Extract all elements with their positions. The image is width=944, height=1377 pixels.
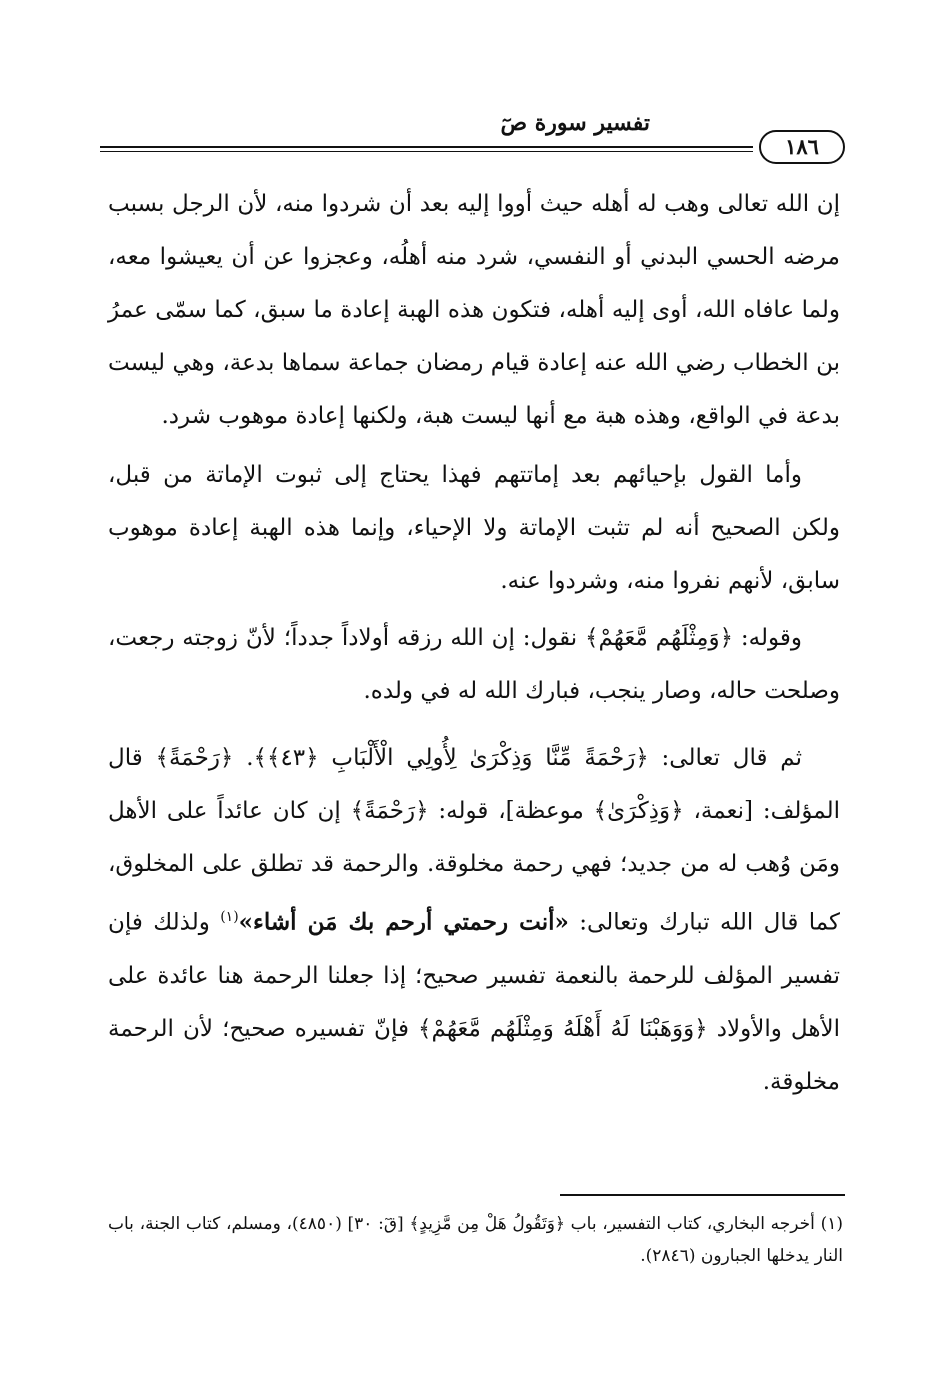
footnote-separator [560, 1194, 845, 1196]
footnote-1: (١) أخرجه البخاري، كتاب التفسير، باب ﴿وَتَقُولُ هَلْ مِن مَّزِيدٍ﴾ [قٓ: ٣٠] (٤٨٥٠)، ومسلم، كتاب الجنة، باب النار يدخلها الجبارون (٢٨٤٦). [108, 1214, 843, 1266]
paragraph-2: وأما القول بإحيائهم بعد إماتتهم فهذا يحتاج إلى ثبوت الإماتة من قبل، ولكن الصحيح أنه لم تثبت الإماتة ولا الإحياء، وإنما هذه الهبة إعادة موهوب سابق، لأنهم نفروا منه، وشردوا عنه. [108, 462, 840, 594]
hadith-quote: «أنت رحمتي أرحم بك مَن أشاء» [238, 908, 569, 936]
header-rule [100, 146, 753, 148]
paragraph-3: وقوله: ﴿وَمِثْلَهُم مَّعَهُمْ﴾ نقول: إن الله رزقه أولاداً جدداً؛ لأنّ زوجته رجعت، وصلحت حاله، وصار ينجب، فبارك الله له في ولده. [108, 625, 840, 704]
page-header [100, 108, 845, 164]
paragraph-4-part2: ولذلك فإن تفسير المؤلف للرحمة بالنعمة تفسير صحيح؛ إذا جعلنا الرحمة هنا عائدة على الأهل والأولاد ﴿وَوَهَبْنَا لَهُ أَهْلَهُ وَمِثْلَهُم مَّعَهُمْ﴾ فإنّ تفسيره صحيح؛ لأن الرحمة مخلوقة. [108, 909, 840, 1095]
page-title: تفسير سورة صٓ [500, 110, 650, 136]
paragraph-4-part1: ثم قال تعالى: ﴿رَحْمَةً مِّنَّا وَذِكْرَىٰ لِأُولِي الْأَلْبَابِ ﴿٤٣﴾﴾. ﴿رَحْمَةً﴾ قال المؤلف: [نعمة، ﴿وَذِكْرَىٰ﴾ موعظة]، قوله: ﴿رَحْمَةً﴾ إن كان عائداً على الأهل ومَن وُهب له من جديد؛ فهي رحمة مخلوقة. والرحمة قد تطلق على المخلوق، كما قال الله تبارك وتعالى: [108, 745, 840, 936]
page-number-badge: ١٨٦ [759, 130, 845, 164]
header-rule-thin [100, 151, 753, 152]
footnotes [108, 1208, 843, 1272]
paragraph-1: إن الله تعالى وهب له أهله حيث أووا إليه بعد أن شردوا منه، لأن الرجل بسبب مرضه الحسي البدني أو النفسي، شرد منه أهلُه، وعجزوا عن أن يعيشوا معه، ولما عافاه الله، أوى إليه أهله، فتكون هذه الهبة إعادة ما سبق، كما سمّى عمرُ بن الخطاب رضي الله عنه إعادة قيام رمضان جماعة سماها بدعة، وهي ليست بدعة في الواقع، وهذه هبة مع أنها ليست هبة، ولكنها إعادة موهوب شرد. [108, 191, 840, 429]
paragraph-4 [108, 732, 840, 1109]
footnote-ref[interactable]: (١) [220, 909, 239, 925]
body-text [108, 178, 840, 1109]
